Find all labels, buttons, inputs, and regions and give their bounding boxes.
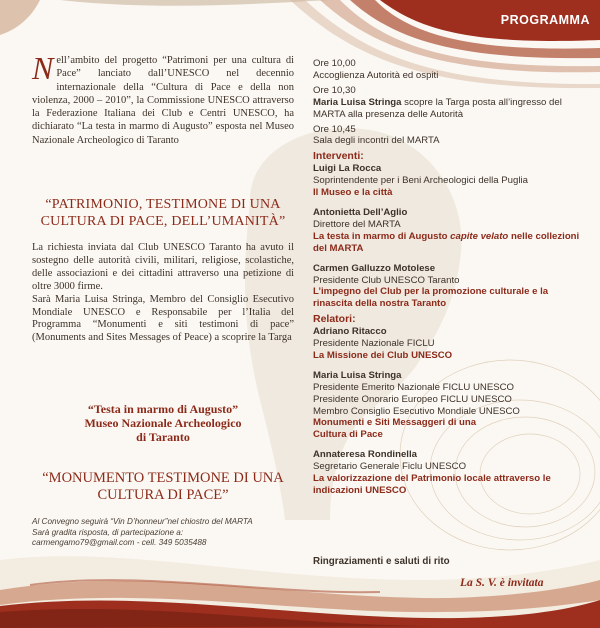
speaker-role: Membro Consiglio Esecutivo Mondiale UNESCO: [313, 405, 520, 417]
subtitle-block: [32, 402, 294, 444]
topic-part: La testa in marmo di Augusto: [313, 230, 451, 242]
speaker: [313, 207, 588, 255]
speaker-name: Luigi La Rocca: [313, 163, 382, 175]
bottom-ribbons: [0, 556, 600, 628]
schedule-text: [313, 97, 588, 121]
speaker-topic: Monumenti e Siti Messaggeri di una Cultura di Pace: [313, 417, 477, 441]
relatori-label: Relatori:: [313, 313, 356, 326]
subtitle-line-1: “Testa in marmo di Augusto”: [87, 402, 239, 416]
speaker-role: Presidente Club UNESCO Taranto: [313, 274, 460, 286]
speaker-name: Maria Luisa Stringa: [313, 369, 402, 381]
speaker-role: Presidente Nazionale FICLU: [313, 338, 435, 350]
speaker: [313, 263, 588, 311]
schedule-item: [313, 124, 588, 148]
speaker-topic: L’impegno del Club per la promozione culturale e la rinascita della nostra Taranto: [313, 286, 549, 310]
program-title: PROGRAMMA: [500, 13, 590, 27]
speaker: [313, 163, 588, 199]
heading-patrimonio: “PATRIMONIO, TESTIMONE DI UNA CULTURA DI PACE, DELL’UMANITÀ”: [40, 197, 286, 229]
speaker-role: Segretario Generale Ficlu UNESCO: [313, 461, 467, 473]
subtitle-line-2: Museo Nazionale Archeologico: [84, 416, 242, 430]
thanks-line: Ringraziamenti e saluti di rito: [313, 556, 450, 567]
subtitle-line-3: di Taranto: [136, 430, 190, 444]
speaker-topic: La Missione dei Club UNESCO: [313, 349, 453, 361]
footnote: [32, 517, 294, 549]
speaker-role: Direttore del MARTA: [313, 218, 401, 230]
speaker-topic: Il Museo e la città: [313, 187, 393, 199]
speaker-name: Annateresa Rondinella: [313, 449, 417, 461]
speaker: [313, 370, 588, 441]
heading-monumento: “MONUMENTO TESTIMONE DI UNA CULTURA DI PACE”: [42, 470, 284, 503]
intro-paragraph: [32, 50, 294, 147]
topic-italic: capite velato: [450, 230, 509, 242]
program-schedule: [313, 58, 588, 500]
schedule-text: Accoglienza Autorità ed ospiti: [313, 69, 439, 81]
interventi-label: Interventi:: [313, 150, 364, 163]
speaker-topic: [313, 231, 588, 255]
drop-cap: N: [32, 50, 54, 86]
speaker-role: Presidente Emerito Nazionale FICLU UNESCO: [313, 381, 515, 393]
schedule-time: Ore 10,30: [313, 84, 356, 96]
contact-line: carmengamo79@gmail.com - cell. 349 5035488: [32, 538, 207, 548]
schedule-text: Sala degli incontri del MARTA: [313, 135, 440, 147]
intro-text: ell’ambito del progetto “Patrimoni per una cultura di Pace” lanciato dall’UNESCO nel decennio internazionale della “Cultura di Pace e della non violenza, 2000 – 2010”, la Commissione UNESCO attraverso la Federazione Italiana dei Club e Centri UNESCO, ha dichiarato “La testa in marmo di Augusto” esposta nel Museo Nazionale Archeologico di Taranto: [32, 55, 294, 146]
speaker-name: Adriano Ritacco: [313, 326, 387, 338]
speaker: [313, 449, 588, 497]
speaker-role: Soprintendente per i Beni Archeologici della Puglia: [313, 175, 528, 187]
schedule-item: [313, 58, 588, 82]
footnote-line-1: Al Convegno seguirà “Vin D’honneur”nel chiostro del MARTA: [32, 517, 253, 526]
footnote-line-2: Sarà gradita risposta, di partecipazione a:: [32, 527, 184, 537]
speaker: [313, 326, 588, 362]
speaker-name: Carmen Galluzzo Motolese: [313, 262, 436, 274]
invitation-line: La S. V. è invitata: [460, 577, 544, 589]
speaker-role: Presidente Onorario Europeo FICLU UNESCO: [313, 393, 512, 405]
schedule-time: Ore 10,45: [313, 123, 356, 135]
body-paragraph-1: La richiesta inviata dal Club UNESCO Taranto ha avuto il sostegno delle autorità civili, militari, religiose, scolastiche, delle associazioni e dei cittadini attraverso una petizione di oltre 3000 firme.: [32, 242, 294, 292]
schedule-person: Maria Luisa Stringa: [313, 96, 402, 108]
topic-part: nelle collezioni del MARTA: [313, 230, 580, 254]
schedule-time: Ore 10,00: [313, 58, 356, 69]
body-paragraph: [32, 242, 294, 345]
speaker-name: Antonietta Dell’Aglio: [313, 206, 408, 218]
body-paragraph-2: Sarà Maria Luisa Stringa, Membro del Consiglio Esecutivo Mondiale UNESCO e Responsabile per l’Italia del Programma “Monumenti e siti testimoni di pace” (Monuments and Sites Messages of Peace) a scoprire la Targa: [32, 293, 294, 344]
schedule-item: [313, 85, 588, 121]
speaker-topic: La valorizzazione del Patrimonio locale attraverso le indicazioni UNESCO: [313, 473, 551, 496]
schedule-description: scopre la Targa posta all’ingresso del MARTA alla presenza delle Autorità: [313, 96, 562, 120]
